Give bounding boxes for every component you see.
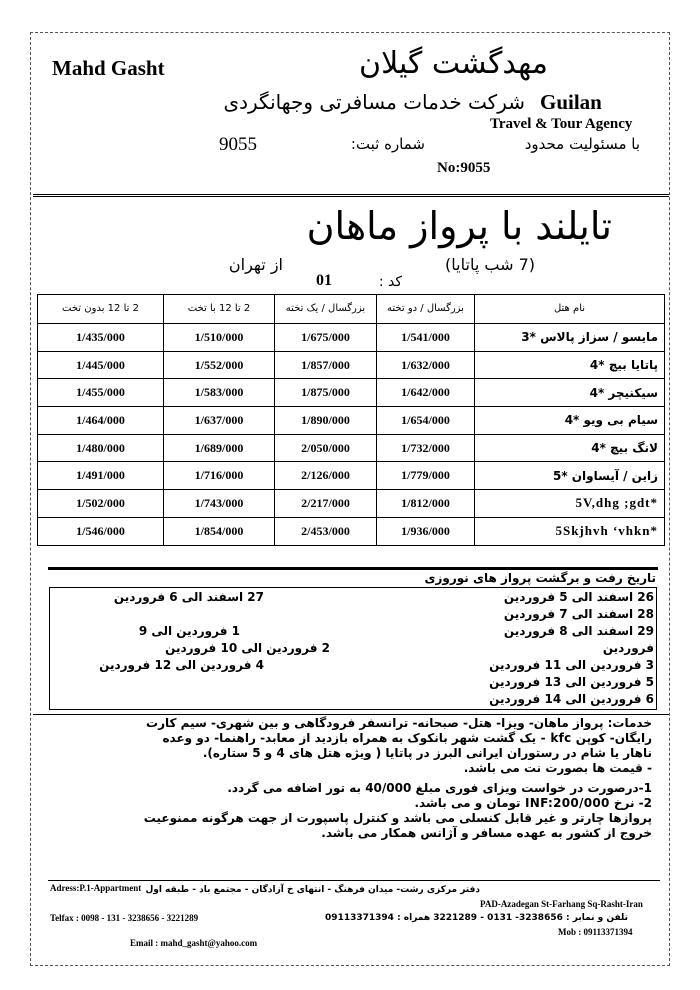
cell-single: 2/453/000: [275, 517, 377, 545]
brand-english: Mahd Gasht: [52, 56, 165, 80]
cell-child-bed: 1/716/000: [164, 462, 275, 490]
date-right-7: 6 فروردین الی 14 فروردین: [489, 692, 654, 706]
date-right-1: 26 اسفند الی 5 فروردین: [503, 590, 654, 604]
services-line-1: خدمات: پرواز ماهان- ویزا- هتل- صبحانه- ترانسفر فرودگاهی و بین شهری- سیم کارت: [146, 716, 652, 730]
cell-hotel: پاتایا بیچ *4: [475, 351, 665, 379]
date-right-3: 29 اسفند الی 8 فروردین: [503, 624, 654, 638]
table-header-row: [38, 295, 665, 324]
services-line-4: - قیمت ها بصورت نت می باشد.: [463, 761, 652, 775]
tour-origin: از تهران: [228, 255, 283, 274]
table-row: [38, 517, 665, 545]
header-divider: [33, 194, 669, 197]
cell-double: 1/936/000: [377, 517, 475, 545]
cell-double: 1/541/000: [377, 324, 475, 352]
cell-hotel: *5Skjhvh ‘vhkn: [475, 517, 665, 545]
table-row: [38, 324, 665, 352]
cell-hotel: سیام بی ویو *4: [475, 407, 665, 435]
col-header-single: بزرگسال / یک تخته: [275, 295, 377, 324]
cell-single: 2/050/000: [275, 434, 377, 462]
cell-double: 1/632/000: [377, 351, 475, 379]
date-right-6: 5 فروردین الی 13 فروردین: [489, 675, 654, 689]
table-row: [38, 351, 665, 379]
footer-telfax: Telfax : 0098 - 131 - 3238656 - 3221289: [50, 913, 199, 923]
footer-phone-persian: تلفن و نمابر : 3238656- 0131 - 3221289 همراه : 09113371394: [325, 913, 628, 923]
services-line-2: رایگان- کوپن kfc - یک گشت شهر بانکوک به همراه بازدید از معابد- راهنما- دو وعده: [162, 731, 652, 745]
dates-title: تاریخ رفت و برگشت پرواز های نوروزی: [424, 571, 656, 585]
table-row: [38, 434, 665, 462]
table-row: [38, 462, 665, 490]
table-row: [38, 407, 665, 435]
dates-divider: [33, 714, 669, 715]
cell-child-nobed: 1/464/000: [38, 407, 164, 435]
cell-double: 1/654/000: [377, 407, 475, 435]
cell-hotel: سیکنیچر *4: [475, 379, 665, 407]
price-table: [37, 294, 665, 546]
company-persian: شرکت خدمات مسافرتی وجهانگردی: [223, 90, 525, 114]
services-line-8: خروج از کشور به عهده مسافر و آژانس همکار می باشد.: [321, 826, 652, 840]
cell-child-bed: 1/854/000: [164, 517, 275, 545]
cell-single: 1/890/000: [275, 407, 377, 435]
tour-code: 01: [316, 272, 332, 289]
date-right-5: 3 فروردین الی 11 فروردین: [489, 658, 654, 672]
registration-label: شماره ثبت:: [350, 135, 425, 153]
cell-hotel: *5V,dhg ;gdt: [475, 490, 665, 518]
cell-child-bed: 1/743/000: [164, 490, 275, 518]
region-english: Guilan: [540, 90, 602, 114]
cell-single: 2/126/000: [275, 462, 377, 490]
table-row: [38, 379, 665, 407]
cell-child-nobed: 1/445/000: [38, 351, 164, 379]
footer-email: Email : mahd_gasht@yahoo.com: [130, 938, 258, 948]
cell-hotel: لانگ بیچ *4: [475, 434, 665, 462]
col-header-child-nobed: 2 تا 12 بدون تخت: [38, 295, 164, 324]
cell-double: 1/732/000: [377, 434, 475, 462]
registration-number: 9055: [219, 134, 257, 155]
liability-text: با مسئولیت محدود: [524, 135, 640, 153]
brand-persian: مهدگشت گیلان: [359, 46, 548, 81]
services-line-6: 2- نرخ INF:200/000 تومان و می باشد.: [414, 796, 652, 810]
footer-address-persian: دفتر مرکزی رشت- میدان فرهنگ - انتهای خ آزادگان - مجتمع باد - طبقه اول: [145, 885, 480, 895]
cell-hotel: مایسو / سزاز پالاس *3: [475, 324, 665, 352]
cell-single: 1/857/000: [275, 351, 377, 379]
agency-english: Travel & Tour Agency: [490, 116, 633, 132]
cell-child-nobed: 1/480/000: [38, 434, 164, 462]
cell-child-nobed: 1/546/000: [38, 517, 164, 545]
cell-single: 2/217/000: [275, 490, 377, 518]
cell-hotel: زاین / آیساوان *5: [475, 462, 665, 490]
date-left-2: 1 فروردین الی 9: [138, 624, 240, 638]
cell-child-bed: 1/637/000: [164, 407, 275, 435]
tour-nights: (7 شب پاتایا): [445, 255, 535, 274]
cell-child-nobed: 1/491/000: [38, 462, 164, 490]
cell-double: 1/812/000: [377, 490, 475, 518]
cell-double: 1/779/000: [377, 462, 475, 490]
cell-single: 1/875/000: [275, 379, 377, 407]
table-bottom-rule: [48, 567, 658, 570]
footer-divider: [48, 880, 660, 881]
table-row: [38, 490, 665, 518]
services-line-3: ناهار یا شام در رستوران ایرانی البرز در پاتایا ( ویژه هتل های 4 و 5 ستاره).: [202, 746, 652, 760]
cell-child-bed: 1/510/000: [164, 324, 275, 352]
cell-single: 1/675/000: [275, 324, 377, 352]
cell-child-nobed: 1/502/000: [38, 490, 164, 518]
col-header-double: بزرگسال / دو تخته: [377, 295, 475, 324]
col-header-hotel: نام هتل: [475, 295, 665, 324]
cell-child-nobed: 1/455/000: [38, 379, 164, 407]
footer-mobile: Mob : 09113371394: [558, 927, 633, 937]
date-right-2: 28 اسفند الی 7 فروردین: [503, 607, 654, 621]
cell-child-bed: 1/689/000: [164, 434, 275, 462]
tour-title: تایلند با پرواز ماهان: [306, 204, 612, 248]
date-left-3: 2 فروردین الی 10 فروردین: [165, 641, 330, 655]
col-header-child-bed: 2 تا 12 با تخت: [164, 295, 275, 324]
footer-address-english-2: PAD-Azadegan St-Farhang Sq-Rasht-Iran: [480, 899, 643, 909]
cell-double: 1/642/000: [377, 379, 475, 407]
tour-code-label: کد :: [378, 274, 402, 290]
cell-child-nobed: 1/435/000: [38, 324, 164, 352]
date-right-4: فروردین: [602, 641, 654, 655]
date-left-4: 4 فروردین الی 12 فروردین: [99, 658, 264, 672]
date-left-1: 27 اسفند الی 6 فروردین: [113, 590, 264, 604]
services-line-5: 1-درصورت در خواست ویزای فوری مبلغ 40/000 به تور اضافه می گردد.: [227, 781, 652, 795]
cell-child-bed: 1/552/000: [164, 351, 275, 379]
footer-address-english: Adress:P.1-Appartment: [50, 883, 142, 893]
services-line-7: پروازها چارتر و غیر قابل کنسلی می باشد و کنترل پاسپورت از جهت هرگونه ممنوعیت: [143, 811, 652, 825]
cell-child-bed: 1/583/000: [164, 379, 275, 407]
registration-english: No:9055: [437, 160, 491, 176]
